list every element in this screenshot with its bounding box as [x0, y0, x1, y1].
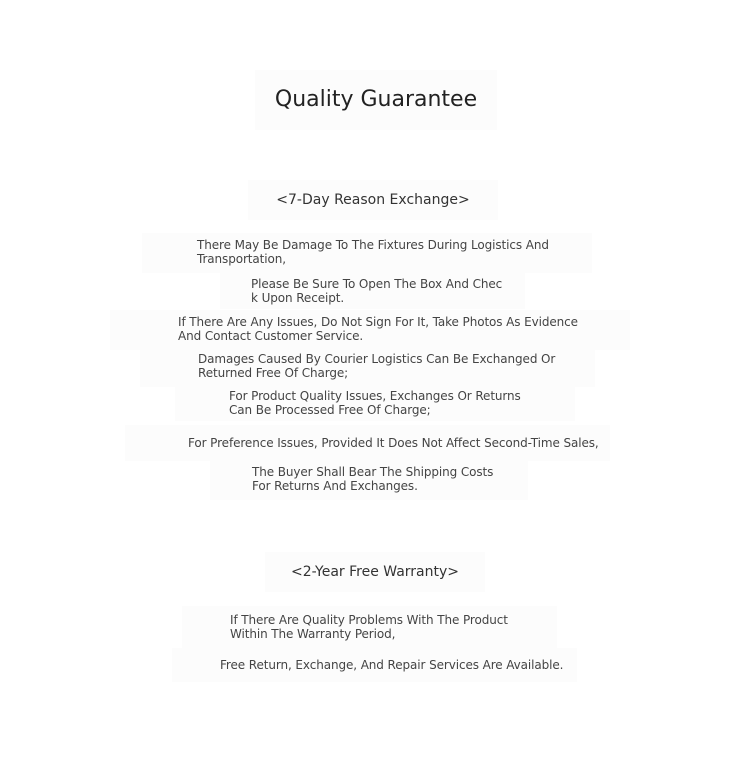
exchange-line-4: Damages Caused By Courier Logistics Can Be Exchanged Or Returned Free Of Charge; — [140, 347, 595, 387]
page-title: Quality Guarantee — [255, 70, 497, 130]
warranty-line-2: Free Return, Exchange, And Repair Services Are Available. — [172, 648, 577, 682]
warranty-heading: <2-Year Free Warranty> — [265, 552, 485, 592]
warranty-line-1: If There Are Quality Problems With The Product Within The Warranty Period, — [182, 606, 557, 648]
exchange-line-3: If There Are Any Issues, Do Not Sign For It, Take Photos As Evidence And Contact Customer Service. — [110, 310, 630, 350]
exchange-line-7: The Buyer Shall Bear The Shipping Costs For Returns And Exchanges. — [210, 460, 528, 500]
exchange-line-6: For Preference Issues, Provided It Does Not Affect Second-Time Sales, — [125, 425, 610, 461]
exchange-line-5: For Product Quality Issues, Exchanges Or Returns Can Be Processed Free Of Charge; — [175, 385, 575, 421]
exchange-line-2: Please Be Sure To Open The Box And Chec k Upon Receipt. — [220, 273, 525, 309]
exchange-heading: <7-Day Reason Exchange> — [248, 180, 498, 220]
exchange-line-1: There May Be Damage To The Fixtures During Logistics And Transportation, — [142, 233, 592, 273]
